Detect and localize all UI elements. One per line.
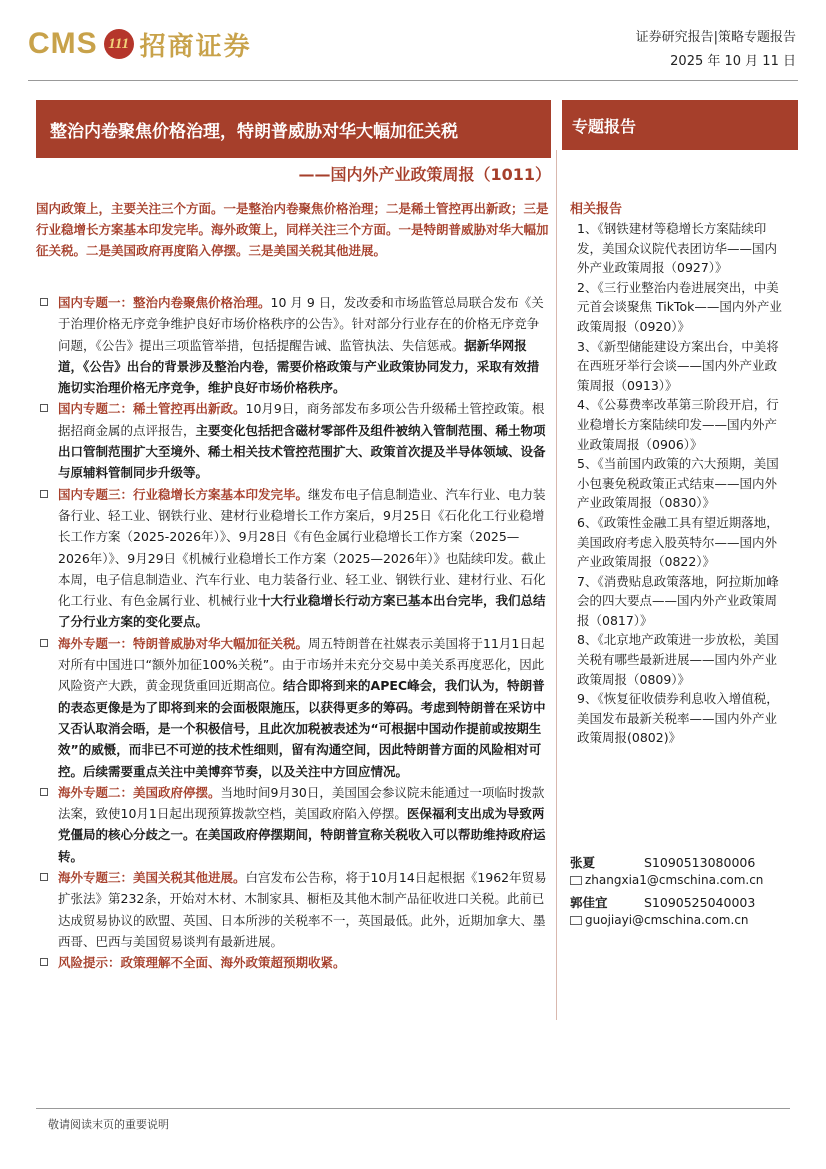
logo-cms-text: CMS: [28, 27, 98, 60]
report-type: 证券研究报告|策略专题报告: [635, 30, 796, 45]
related-reports-title: 相关报告: [570, 202, 623, 217]
paragraph-bold1: 十大行业稳增长行动方案已基本出台完毕，我们总结了分行业方案的变化要点。: [58, 593, 546, 630]
paragraph-bold1: 结合即将到来的APEC峰会，我们认为，特朗普的表态更像是为了即将到来的会面极限施压，以获得更多的筹码。考虑到特朗普在采访中又否认取消会晤，是一个积极信号，且此次加税被表述为“可根据中国动作提前或按期生效”的威慑，而非已不可逆的技术性细则，留有沟通空间，因此特朗普方面的风险相对可控。后续需要重点关注中美博弈节奏，以及关注中方回应情况。: [58, 678, 546, 779]
square-bullet-icon: [40, 788, 48, 796]
logo-cn-text: 招商证券: [139, 31, 252, 62]
logo-mark-icon: 111: [104, 29, 134, 59]
company-logo: [28, 22, 252, 66]
column-divider: [556, 150, 557, 1020]
policy-paragraph: [36, 292, 551, 398]
square-bullet-icon: [40, 298, 48, 306]
related-report-item[interactable]: 4、《公募费率改革第三阶段开启，行业稳增长方案陆续印发——国内外产业政策周报（0906）》: [577, 397, 779, 452]
related-report-item[interactable]: 3、《新型储能建设方案出台，中美将在西班牙举行会谈——国内外产业政策周报（0913）》: [577, 338, 779, 393]
related-report-item[interactable]: 7、《消费贴息政策落地，阿拉斯加峰会的四大要点——国内外产业政策周报（0817）》: [577, 573, 779, 628]
author-1-email[interactable]: [570, 873, 763, 887]
paragraph-head: 海外专题一：特朗普威胁对华大幅加征关税。: [58, 635, 309, 651]
related-report-item[interactable]: 8、《北京地产政策进一步放松，美国关税有哪些最新进展——国内外产业政策周报（0809）》: [577, 632, 779, 687]
related-report-item[interactable]: 1、《钢铁建材等稳增长方案陆续印发，美国众议院代表团访华——国内外产业政策周报（0927）》: [577, 221, 778, 276]
author-id: S1090525040003: [643, 895, 756, 910]
policy-paragraph: [36, 398, 551, 483]
paragraph-text1: 当地时间9月30日，美国国会参议院未能通过一项临时拨款法案，致使10月1日起出现预算拨款空档，美国政府陷入停摆。: [58, 784, 545, 822]
footer-note: 敬请阅读末页的重要说明: [48, 1118, 169, 1131]
author-2-email[interactable]: [570, 913, 749, 927]
paragraph-text1: 10 月 9 日，发改委和市场监管总局联合发布《关于治理价格无序竞争维护良好市场价格秩序的公告》。针对部分行业存在的价格无序竞争问题，《公告》提出三项监管举措，包括提醒告诫、监管执法、失信惩戒。: [58, 295, 544, 353]
policy-paragraph: [36, 782, 551, 867]
paragraph-head: 国内专题二：稀土管控再出新政。: [58, 401, 246, 417]
paragraph-bold1: 医保福利支出成为导致两党僵局的核心分歧之一。在美国政府停摆期间，特朗普宣称关税收入可以帮助维持政府运转。: [58, 806, 546, 864]
square-bullet-icon: [40, 639, 48, 647]
paragraph-head: 国内专题一：整治内卷聚焦价格治理。: [58, 295, 271, 310]
paragraph-text1: 10月9日，商务部发布多项公告升级稀土管控政策。根据招商金属的点评报告，: [58, 401, 545, 438]
policy-paragraph: [36, 633, 551, 782]
side-banner: 专题报告: [562, 100, 798, 150]
square-bullet-icon: [40, 958, 48, 966]
paragraph-bold1: 主要变化包括把含磁材零部件及组件被纳入管制范围、稀土物项出口管制范围扩大至境外、稀土相关技术管控范围扩大、政策首次提及半导体领域、设备与原辅料管制同步升级等。: [58, 422, 546, 481]
footer-divider: [36, 1108, 790, 1109]
email-text: guojiayi@cmschina.com.cn: [585, 913, 749, 927]
author-1: [570, 853, 755, 871]
report-date: 2025 年 10 月 11 日: [670, 54, 796, 69]
related-reports-list: [577, 219, 787, 748]
report-subtitle: ——国内外产业政策周报（1011）: [298, 165, 551, 184]
report-title: 整治内卷聚焦价格治理，特朗普威胁对华大幅加征关税: [36, 100, 551, 158]
summary-text: 国内政策上，主要关注三个方面。一是整治内卷聚焦价格治理；二是稀土管控再出新政；三是行业稳增长方案基本印发完毕。海外政策上，同样关注三个方面。一是特朗普威胁对华大幅加征关税。二是美国政府再度陷入停摆。三是美国关税其他进展。: [36, 201, 549, 258]
square-bullet-icon: [40, 490, 48, 498]
envelope-icon: [570, 876, 582, 885]
paragraph-head: 风险提示：政策理解不全面、海外政策超预期收紧。: [58, 955, 346, 971]
author-name: 郭佳宜: [570, 895, 608, 910]
author-name: 张夏: [570, 855, 596, 870]
author-id: S1090513080006: [643, 855, 756, 870]
envelope-icon: [570, 916, 582, 925]
policy-paragraph: [36, 484, 551, 633]
paragraph-text1: 白宫发布公告称，将于10月14日起根据《1962年贸易扩张法》第232条，开始对木材、木制家具、橱柜及其他木制产品征收进口关税。此前已达成贸易协议的欧盟、英国、日本所涉的关税率不一，英国最低。此外，近期加拿大、墨西哥、巴西与美国贸易谈判有最新进展。: [58, 870, 547, 949]
related-report-item[interactable]: 9、《恢复征收债券利息收入增值税，美国发布最新关税率——国内外产业政策周报(0802)》: [577, 691, 779, 746]
related-report-item[interactable]: 5、《当前国内政策的六大预期，美国小包裹免税政策正式结束——国内外产业政策周报（0830）》: [577, 456, 779, 511]
paragraph-text1: 周五特朗普在社媒表示美国将于11月1日起对所有中国进口“额外加征100%关税”。由于市场并未充分交易中美关系再度恶化，因此风险资产大跌，黄金现货重回近期高位。: [58, 635, 545, 694]
paragraph-head: 海外专题三：美国关税其他进展。: [58, 870, 246, 886]
main-content: [36, 292, 551, 974]
paragraph-bold1: 据新华网报道，《公告》出台的背景涉及整治内卷，需要价格政策与产业政策协同发力，采取有效措施切实治理价格无序竞争，维护良好市场价格秩序。: [58, 337, 540, 396]
related-report-item[interactable]: 2、《三行业整治内卷进展突出，中美元首会谈聚焦 TikTok——国内外产业政策周报（0920）》: [577, 279, 782, 334]
related-report-item[interactable]: 6、《政策性金融工具有望近期落地，美国政府考虑入股英特尔——国内外产业政策周报（0822）》: [577, 514, 779, 570]
policy-paragraph: [36, 867, 551, 952]
author-2: [570, 893, 755, 911]
square-bullet-icon: [40, 404, 48, 412]
square-bullet-icon: [40, 873, 48, 881]
email-text: zhangxia1@cmschina.com.cn: [585, 873, 764, 887]
paragraph-head: 海外专题二：美国政府停摆。: [58, 784, 221, 800]
paragraph-text1: 继发布电子信息制造业、汽车行业、电力装备行业、轻工业、钢铁行业、建材行业稳增长工作方案后，9月25日《石化化工行业稳增长工作方案（2025-2026年）》、9月28日《有色金属行业稳增长工作方案（2025—2026年）》、9月29日《机械行业稳增长工作方案（2025—2026年）》也陆续印发。截止本周，电子信息制造业、汽车行业、电力装备行业、轻工业、钢铁行业、建材行业、石化化工行业、有色金属行业、机械行业: [58, 486, 547, 609]
paragraph-head: 国内专题三：行业稳增长方案基本印发完毕。: [58, 486, 309, 502]
policy-paragraph: [36, 952, 551, 973]
header-divider: [28, 80, 798, 81]
